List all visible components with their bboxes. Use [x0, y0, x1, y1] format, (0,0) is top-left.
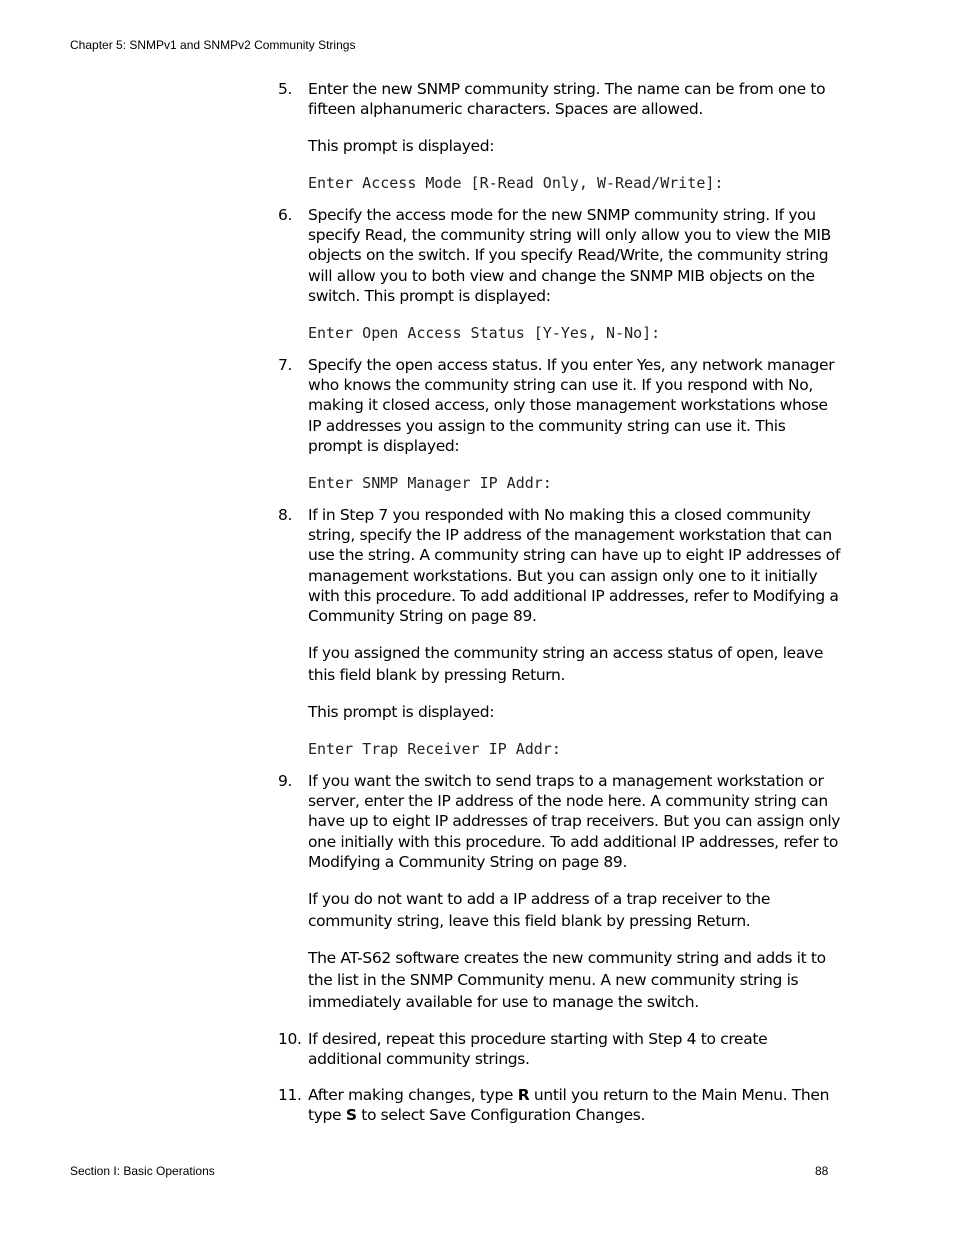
running-header: Chapter 5: SNMPv1 and SNMPv2 Community Strings — [70, 38, 356, 52]
step-text: If in Step 7 you responded with No making this a closed community string, specify the IP address of the management workstation that can use the string. A community string can have up to eight IP addresses of management workstations. But you can assign only one to it initially with this procedure. To add additional IP addresses, refer to Modifying a Community String on page 89. — [308, 506, 841, 626]
step-text: If you want the switch to send traps to a management workstation or server, enter the IP address of the node here. A community string can have up to eight IP addresses of trap receivers. But you can assign only one initially with this procedure. To add additional IP addresses, refer to Modifying a Community String on page 89. — [308, 772, 841, 871]
code-snmp-manager-ip: Enter SNMP Manager IP Addr: — [308, 474, 552, 492]
step-5 — [278, 79, 843, 119]
paragraph-prompt-displayed-2: This prompt is displayed: — [308, 703, 495, 721]
code-open-access-status: Enter Open Access Status [Y-Yes, N-No]: — [308, 324, 661, 342]
step-10 — [278, 1029, 843, 1069]
step-number: 10. — [278, 1030, 302, 1048]
code-trap-receiver-ip: Enter Trap Receiver IP Addr: — [308, 740, 561, 758]
page-number: 88 — [815, 1164, 829, 1178]
step-number: 6. — [278, 206, 293, 224]
step-number: 7. — [278, 356, 293, 374]
step-text: Specify the access mode for the new SNMP community string. If you specify Read, the community string will only allow you to view the MIB objects on the switch. If you specify Read/Write, the community string will allow you to both view and change the SNMP MIB objects on the switch. This prompt is displayed: — [308, 206, 831, 305]
step-number: 9. — [278, 772, 293, 790]
step-text-b: until you return to the Main Menu. Then type — [308, 1086, 830, 1125]
step-text — [308, 1085, 843, 1125]
footer-section: Section I: Basic Operations — [70, 1164, 215, 1178]
step-text-c: to select Save Configuration Changes. — [356, 1106, 646, 1125]
step-number: 11. — [278, 1086, 302, 1104]
paragraph-prompt-displayed: This prompt is displayed: — [308, 137, 495, 155]
key-r: R — [517, 1086, 530, 1104]
step-text: Specify the open access status. If you enter Yes, any network manager who knows the community string can use it. If you respond with No, making it closed access, only those management workstations whose IP addresses you assign to the community string can use it. This prompt is displayed: — [308, 356, 835, 455]
paragraph-open-access: If you assigned the community string an access status of open, leave this field blank by pressing Return. — [308, 644, 824, 684]
step-number: 8. — [278, 506, 293, 524]
step-11 — [278, 1085, 843, 1125]
step-text: If desired, repeat this procedure starting with Step 4 to create additional community strings. — [308, 1030, 768, 1069]
step-9 — [278, 771, 843, 872]
step-number: 5. — [278, 80, 293, 98]
key-s: S — [345, 1106, 357, 1125]
step-text: Enter the new SNMP community string. The name can be from one to fifteen alphanumeric characters. Spaces are allowed. — [308, 80, 826, 119]
code-access-mode: Enter Access Mode [R-Read Only, W-Read/Write]: — [308, 174, 724, 192]
step-8 — [278, 505, 843, 626]
paragraph-creates-string: The AT-S62 software creates the new community string and adds it to the list in the SNMP Community menu. A new community string is immediately available for use to manage the switch. — [308, 949, 826, 1011]
step-6 — [278, 205, 843, 306]
step-7 — [278, 355, 843, 456]
step-text-a: After making changes, type — [308, 1086, 518, 1104]
paragraph-trap-receiver: If you do not want to add a IP address of a trap receiver to the community string, leave this field blank by pressing Return. — [308, 890, 771, 930]
